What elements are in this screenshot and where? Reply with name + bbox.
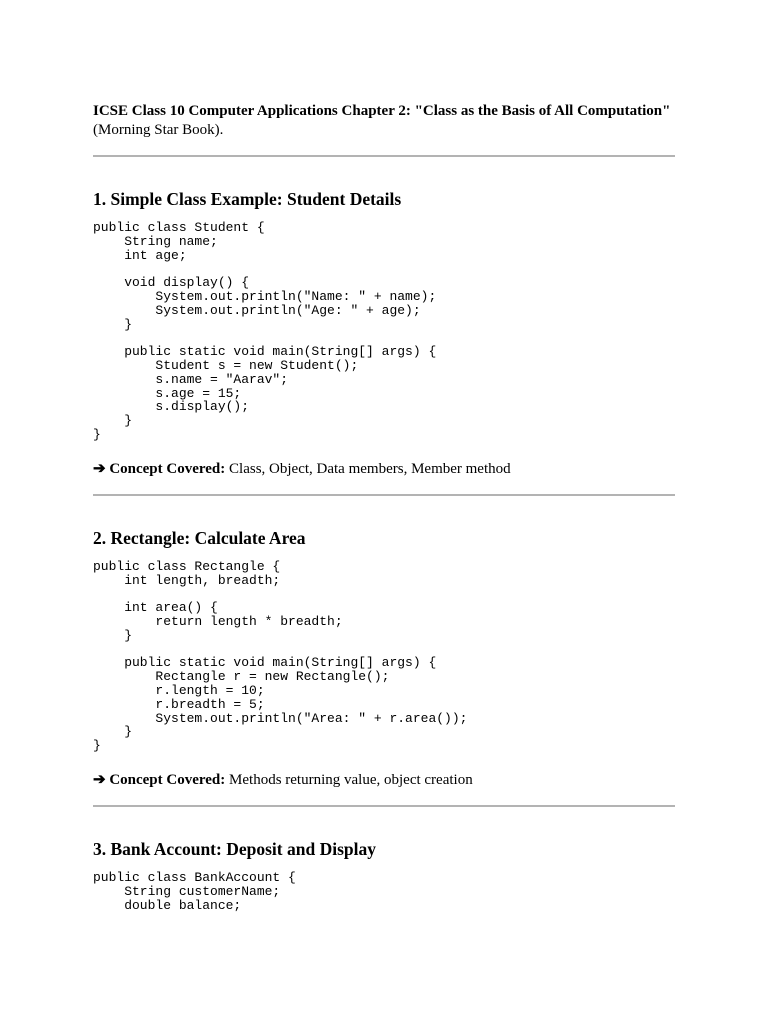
- document-page: [93, 102, 675, 912]
- intro-title: ICSE Class 10 Computer Applications Chapter 2: "Class as the Basis of All Computation": [93, 103, 671, 119]
- section-heading: 3. Bank Account: Deposit and Display: [93, 838, 376, 859]
- code-block: public class Rectangle { int length, breadth; int area() { return length * breadth; } public static void main(String[] args) { Rectangle r = new Rectangle(); r.length = 10; r.breadth = 5; System.out.println("Area: " + r.area()); } }: [93, 558, 468, 754]
- intro-source: (Morning Star Book).: [93, 122, 224, 138]
- code-block: public class BankAccount { String customerName; double balance;: [93, 869, 296, 913]
- divider: [93, 805, 675, 807]
- section-heading: 2. Rectangle: Calculate Area: [93, 527, 306, 548]
- code-block: public class Student { String name; int age; void display() { System.out.println("Name: " + name); System.out.println("Age: " + age); } public static void main(String[] args) { Student s = new Student(); s.name = "Aarav"; s.age = 15; s.display(); } }: [93, 220, 437, 442]
- concept-label: ➔ Concept Covered:: [93, 460, 226, 477]
- concept-covered: [93, 460, 675, 479]
- divider: [93, 155, 675, 157]
- concept-text: Methods returning value, object creation: [225, 771, 473, 788]
- concept-text: Class, Object, Data members, Member method: [225, 460, 511, 477]
- concept-covered: [93, 771, 675, 790]
- section-heading: 1. Simple Class Example: Student Details: [93, 189, 402, 209]
- document-intro: [93, 102, 675, 140]
- divider: [93, 494, 675, 496]
- concept-label: ➔ Concept Covered:: [93, 771, 226, 788]
